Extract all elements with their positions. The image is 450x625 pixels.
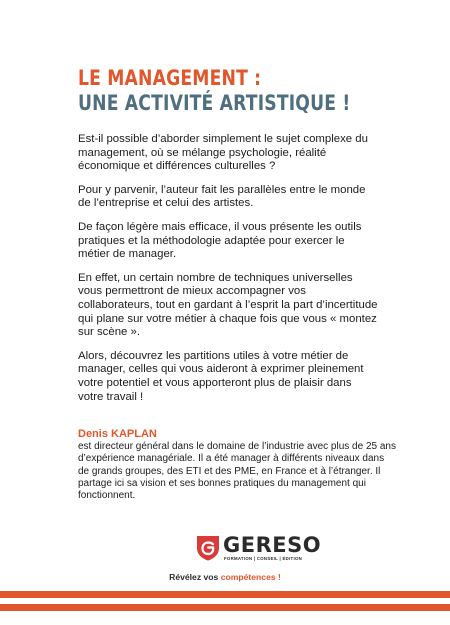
author-bio: est directeur général dans le domaine de l’industrie avec plus de 25 ans d’expérience managériale. Il a été manager à différents niveaux dans de grands groupes, des ETI et des PME, en France et à l’étranger. Il partage ici sa vision et ses bonnes pratiques du management qui fonctionnent. [78, 441, 396, 502]
tagline-prefix: Révélez vos [169, 572, 221, 582]
blurb-paragraph: Pour y parvenir, l’auteur fait les parallèles entre le monde de l’entreprise et celui des artistes. [78, 183, 366, 210]
decorative-stripe [0, 591, 450, 598]
blurb-paragraph: Alors, découvrez les partitions utiles à votre métier de manager, celles qui vous aideront à exprimer pleinement votre potentiel et vous apporteront plus de plaisir dans votre travail ! [78, 349, 364, 403]
author-name: Denis KAPLAN [78, 428, 157, 440]
blurb-paragraph: En effet, un certain nombre de techniques universelles vous permettront de mieux accompagner vos collaborateurs, tout en gardant à l’esprit la part d’incertitude qui plane sur votre métier à chaque fois que vous « montez sur scène ». [78, 271, 378, 339]
gereso-shield-icon [196, 535, 220, 561]
title-line-2: UNE ACTIVITÉ ARTISTIQUE ! [78, 91, 351, 115]
author-section [78, 428, 398, 502]
blurb [78, 133, 378, 414]
book-title [78, 66, 357, 116]
publisher-tagline [0, 572, 450, 582]
decorative-stripe [0, 604, 450, 611]
title-line-1: LE MANAGEMENT : [78, 66, 262, 90]
tagline-accent: compétences ! [220, 572, 281, 582]
publisher-logo [196, 533, 322, 561]
blurb-paragraph: De façon légère mais efficace, il vous présente les outils pratiques et la méthodologie adaptée pour exercer le métier de manager. [78, 220, 362, 261]
blurb-paragraph: Est-il possible d’aborder simplement le sujet complexe du management, où se mélange psychologie, réalité économique et différences culturelles ? [78, 133, 368, 173]
publisher-name: GERESO [223, 533, 322, 557]
publisher-subline: FORMATION | CONSEIL | ÉDITION [224, 556, 303, 561]
